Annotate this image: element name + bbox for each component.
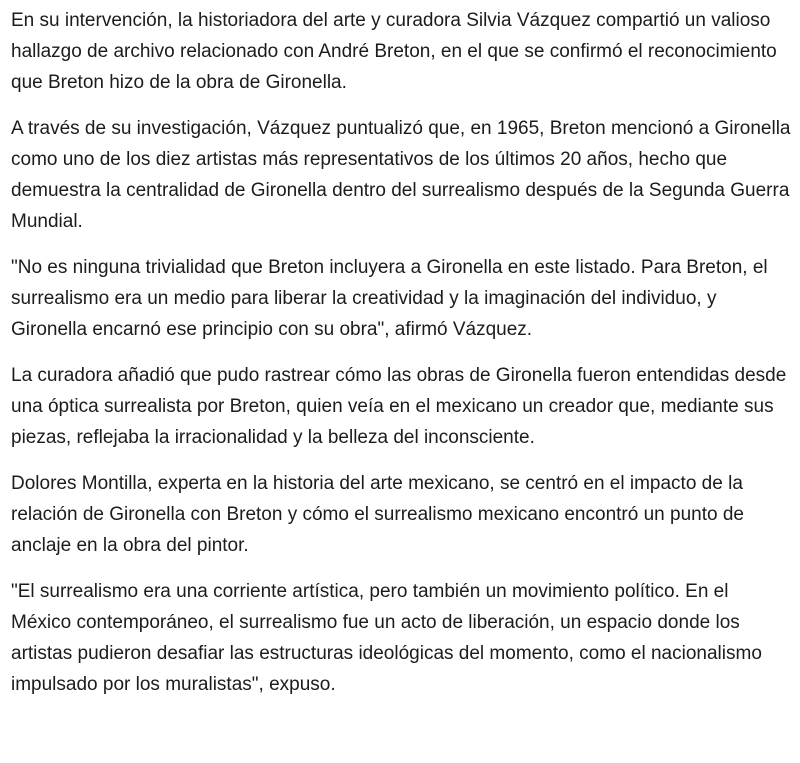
paragraph-political-quote: "El surrealismo era una corriente artística, pero también un movimiento político. En el México contemporáneo, el surrealismo fue un acto de liberación, un espacio donde los artistas pudieron desafiar las estructuras ideológicas del momento, como el nacionalismo impulsado por los muralistas", expuso. [11,581,762,695]
paragraph-vazquez-research: A través de su investigación, Vázquez puntualizó que, en 1965, Breton mencionó a Gironella como uno de los diez artistas más representativos de los últimos 20 años, hecho que demuestra la centralidad de Gironella dentro del surrealismo después de la Segunda Guerra Mundial. [11,118,791,232]
paragraph-vazquez-quote: "No es ninguna trivialidad que Breton incluyera a Gironella en este listado. Para Breton, el surrealismo era un medio para liberar la creatividad y la imaginación del individuo, y Gironella encarnó ese principio con su obra", afirmó Vázquez. [11,257,768,340]
article-body [0,5,800,700]
paragraph-curator-addition: La curadora añadió que pudo rastrear cómo las obras de Gironella fueron entendidas desde una óptica surrealista por Breton, quien veía en el mexicano un creador que, mediante sus piezas, reflejaba la irracionalidad y la belleza del inconsciente. [11,365,787,448]
paragraph-vazquez-intervention: En su intervención, la historiadora del arte y curadora Silvia Vázquez compartió un valioso hallazgo de archivo relacionado con André Breton, en el que se confirmó el reconocimiento que Breton hizo de la obra de Gironella. [11,10,777,93]
paragraph-montilla: Dolores Montilla, experta en la historia del arte mexicano, se centró en el impacto de la relación de Gironella con Breton y cómo el surrealismo mexicano encontró un punto de anclaje en la obra del pintor. [11,473,744,556]
